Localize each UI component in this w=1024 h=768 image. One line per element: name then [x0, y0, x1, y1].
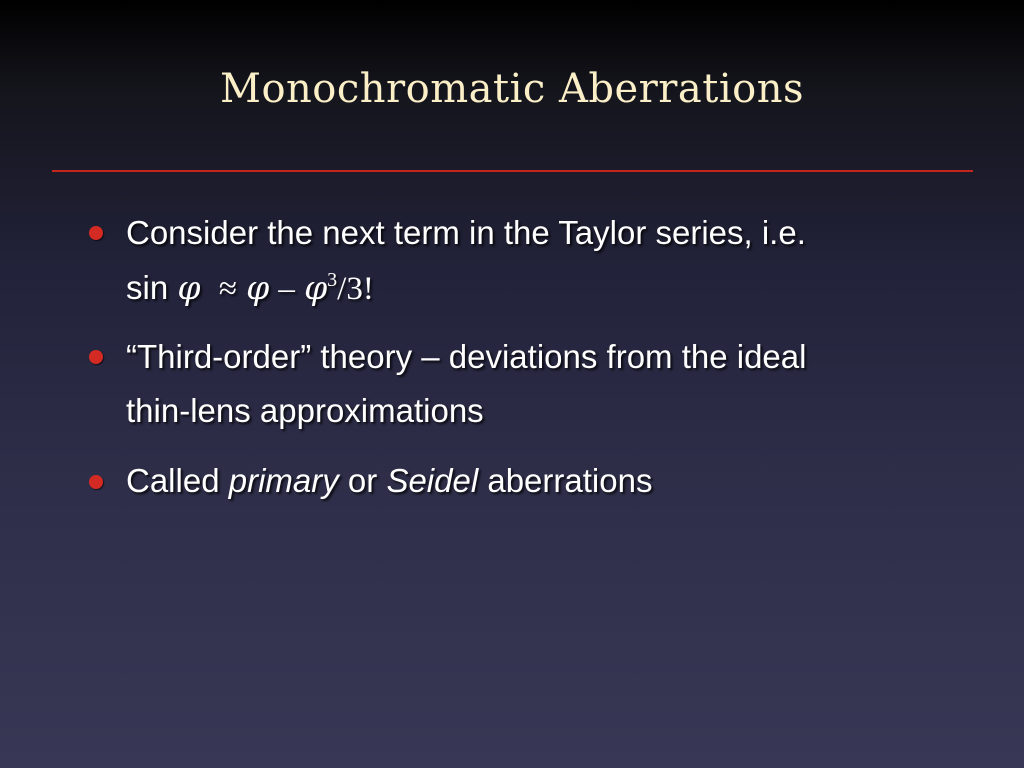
- bullet-dot-3: [89, 475, 103, 489]
- bullet-3-emphasis-primary: primary: [228, 462, 339, 499]
- formula-exponent: 3: [327, 269, 338, 291]
- bullet-2-line-2: thin-lens approximations: [126, 392, 484, 429]
- bullet-3-text-middle: or: [347, 462, 378, 499]
- bullet-3-emphasis-seidel: Seidel: [386, 462, 479, 499]
- bullet-dot-2: [89, 350, 103, 364]
- formula-sin: sin: [126, 269, 169, 306]
- formula-approx: ≈: [218, 271, 237, 307]
- formula-suffix: /3!: [337, 271, 374, 307]
- formula-phi-2: φ: [246, 268, 270, 307]
- bullet-1-formula: [126, 268, 374, 309]
- bullet-1-line-1: Consider the next term in the Taylor series, i.e.: [126, 214, 806, 251]
- bullet-dot-1: [89, 226, 103, 240]
- slide-title: Monochromatic Aberrations: [219, 66, 804, 112]
- formula-phi-1: φ: [177, 268, 201, 307]
- bullet-3-line-1: [126, 461, 652, 501]
- formula-minus: –: [278, 271, 295, 307]
- bullet-3-text-before: Called: [126, 462, 220, 499]
- bullet-3-text-after: aberrations: [487, 462, 653, 499]
- bullet-2-line-1: “Third-order” theory – deviations from the ideal: [126, 338, 807, 375]
- formula-phi-3: φ: [304, 268, 328, 307]
